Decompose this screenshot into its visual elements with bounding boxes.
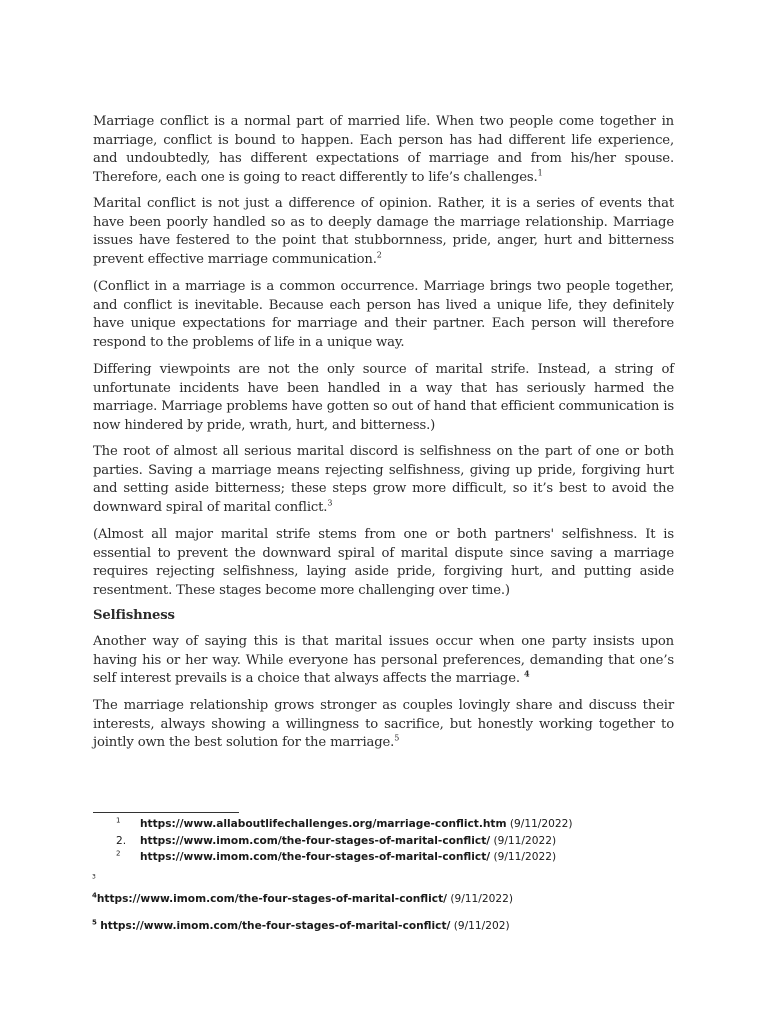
footnote-marker: 1 (116, 816, 121, 825)
footnote-link[interactable]: https://www.imom.com/the-four-stages-of-marital-conflict/ (140, 851, 491, 863)
paragraph-5 (93, 443, 674, 518)
paragraph-text: (Conflict in a marriage is a common occurrence. Marriage brings two people together, and conflict is inevitable. Because each person has lived a unique life, they definitely have unique expectations for marriage and their partner. Each person will therefore respond to the problems of life in a unique way. (93, 279, 674, 351)
footnote-ref[interactable]: 2 (376, 250, 382, 260)
footnote-marker: 2 (116, 849, 121, 858)
footnote-4 (92, 893, 513, 905)
footnote-entry (140, 851, 556, 863)
paragraph-4 (93, 361, 674, 436)
footnote-entry (140, 818, 572, 830)
paragraph-text: (Almost all major marital strife stems from one or both partners' selfishness. It is essential to prevent the downward spiral of marital dispute since saving a marriage requires rejecting selfishness, laying aside pride, forgiving hurt, and putting aside resentment. These stages become more challenging over time.) (93, 527, 674, 599)
footnote-link[interactable]: https://www.allaboutlifechallenges.org/marriage-conflict.htm (140, 818, 507, 830)
footnote-marker: 4 (92, 891, 97, 900)
footnote-marker: 3 (92, 873, 96, 881)
footnote-date: (9/11/2022) (447, 893, 513, 905)
paragraph-7 (93, 633, 674, 689)
footnote-marker: 5 (92, 918, 97, 927)
paragraph-1 (93, 113, 674, 188)
paragraph-text: The root of almost all serious marital discord is selfishness on the part of one or both parties. Saving a marriage means rejecting selfishness, giving up pride, forgiving hurt and setting aside bitterness; these steps grow more difficult, so it’s best to avoid the downward spiral of marital conflict. (93, 444, 674, 516)
footnote-link[interactable]: https://www.imom.com/the-four-stages-of-marital-conflict/ (140, 835, 491, 847)
paragraph-text: Marriage conflict is a normal part of married life. When two people come together in marriage, conflict is bound to happen. Each person has had different life experience, and undoubtedly, has different expectations of marriage and from his/her spouse. Therefore, each one is going to react differently to life’s challenges. (93, 114, 674, 186)
footnote-1 (116, 816, 573, 830)
footnote-marker: 2. (116, 835, 127, 847)
paragraph-8 (93, 697, 674, 753)
paragraph-2 (93, 195, 674, 270)
footnote-ref[interactable]: 1 (537, 168, 543, 178)
paragraph-text: Another way of saying this is that marital issues occur when one party insists upon having his or her way. While everyone has personal preferences, demanding that one’s self interest prevails is a choice that always affects the marriage. (93, 634, 674, 687)
paragraph-6 (93, 526, 674, 601)
section-heading: Selfishness (93, 608, 175, 623)
footnote-entry (140, 835, 556, 847)
footnote-ref[interactable]: 3 (327, 498, 333, 508)
paragraph-3 (93, 278, 674, 353)
footnote-date: (9/11/2022) (490, 851, 557, 863)
footnote-link[interactable]: https://www.imom.com/the-four-stages-of-marital-conflict/ (100, 920, 451, 932)
footnote-date: (9/11/2022) (506, 818, 573, 830)
paragraph-text: The marriage relationship grows stronger as couples lovingly share and discuss their interests, always showing a willingness to sacrifice, but honestly working together to jointly own the best solution for the marriage. (93, 698, 674, 751)
paragraph-text: Marital conflict is not just a difference of opinion. Rather, it is a series of events that have been poorly handled so as to deeply damage the marriage relationship. Marriage issues have festered to the point that stubbornness, pride, anger, hurt and bitterness prevent effective marriage communication. (93, 196, 674, 268)
footnote-ref[interactable]: 5 (394, 734, 400, 744)
footnote-link[interactable]: https://www.imom.com/the-four-stages-of-marital-conflict/ (96, 893, 447, 905)
footnote-3 (92, 874, 96, 886)
footnote-ref[interactable]: 4 (523, 669, 530, 680)
footnote-2 (116, 835, 557, 847)
footnote-5 (92, 920, 510, 932)
footnote-date: (9/11/2022) (490, 835, 557, 847)
footnote-separator (93, 812, 239, 813)
footnote-2b (116, 849, 557, 863)
footnote-date: (9/11/202) (450, 920, 510, 932)
paragraph-text: Differing viewpoints are not the only source of marital strife. Instead, a string of unfortunate incidents have been handled in a way that has seriously harmed the marriage. Marriage problems have gotten so out of hand that efficient communication is now hindered by pride, wrath, hurt, and bitterness.) (93, 362, 674, 434)
